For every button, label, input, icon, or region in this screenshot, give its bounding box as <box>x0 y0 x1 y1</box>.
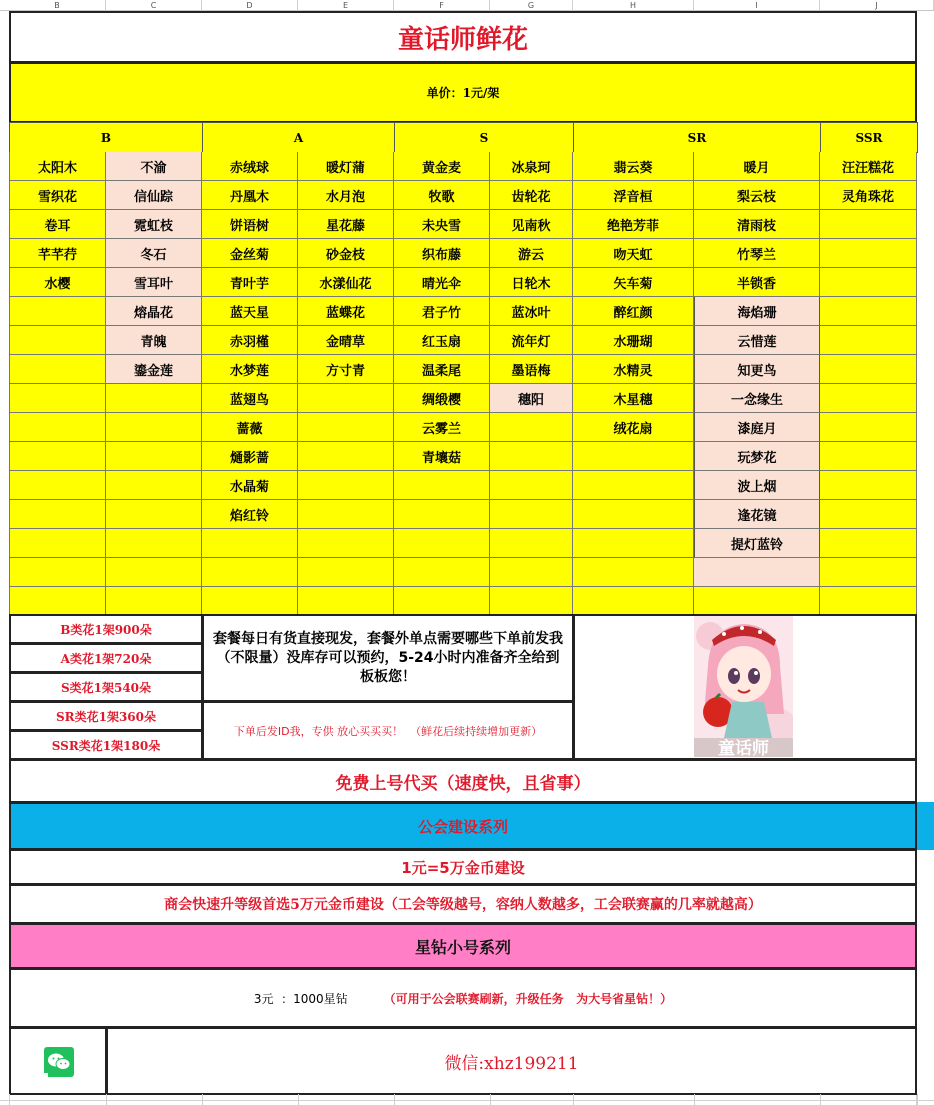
flower-cell <box>298 326 394 355</box>
flower-name: 饼语树 <box>229 218 269 234</box>
notes-main-cell <box>202 614 574 702</box>
notes-sub: 下单后发ID我，专供 放心买买买！ （鲜花后续持续增加更新） <box>233 724 543 738</box>
flower-name: 木星穗 <box>613 392 653 408</box>
flower-cell <box>573 355 694 384</box>
tier-label: B <box>100 130 112 145</box>
flower-name: 提灯蓝铃 <box>730 537 783 553</box>
flower-name: 竹琴兰 <box>736 247 776 263</box>
flower-cell <box>573 210 694 239</box>
flower-name: 浮音桓 <box>613 189 653 205</box>
flower-cell <box>694 268 820 297</box>
flower-name: 墨语梅 <box>511 363 551 379</box>
bundle-text: SR类花1架360朵 <box>55 709 157 724</box>
flower-name: 青叶芋 <box>229 276 269 292</box>
tier-label: SSR <box>855 130 883 145</box>
flower-name: 游云 <box>517 247 544 263</box>
flower-name: 红玉扇 <box>421 334 461 350</box>
empty-cell <box>820 239 917 268</box>
empty-cell <box>573 587 694 616</box>
empty-cell <box>202 587 298 616</box>
notes-sub-cell <box>202 701 574 760</box>
flower-name: 蓝天星 <box>229 305 269 321</box>
empty-cell <box>9 355 106 384</box>
flower-name: 蓝冰叶 <box>511 305 551 321</box>
guild-desc-cell <box>9 884 917 924</box>
flower-cell <box>694 355 820 384</box>
star-header-cell <box>9 923 917 969</box>
empty-cell <box>106 471 202 500</box>
flower-name: 芊芊荇 <box>37 247 77 263</box>
flower-name: 温柔尾 <box>421 363 461 379</box>
flower-cell <box>9 152 106 181</box>
flower-name: 水漾仙花 <box>319 276 372 292</box>
bundle-text: SSR类花1架180朵 <box>51 738 161 753</box>
flower-name: 信仙踪 <box>133 189 173 205</box>
sheet-gridline <box>0 1100 934 1101</box>
star-price-cell <box>9 968 917 1028</box>
flower-cell <box>694 471 820 500</box>
guild-rate-cell <box>9 849 917 885</box>
flower-cell <box>394 210 490 239</box>
flower-name: 漆庭月 <box>737 421 777 437</box>
bundle-text: S类花1架540朵 <box>60 680 152 695</box>
flower-name: 翡云葵 <box>613 160 653 176</box>
empty-cell <box>820 326 917 355</box>
flower-cell <box>298 355 394 384</box>
tier-label: S <box>479 130 489 145</box>
empty-cell <box>298 558 394 587</box>
flower-name: 蓝翅鸟 <box>229 392 269 408</box>
empty-cell <box>820 442 917 471</box>
flower-cell <box>298 181 394 210</box>
empty-cell <box>820 413 917 442</box>
flower-name: 齿轮花 <box>511 189 551 205</box>
flower-cell <box>694 413 820 442</box>
page-title-cell <box>9 11 917 63</box>
empty-cell <box>298 471 394 500</box>
empty-cell <box>106 558 202 587</box>
flower-cell <box>820 152 917 181</box>
empty-cell <box>694 558 820 587</box>
flower-name: 蓝蝶花 <box>325 305 365 321</box>
flower-name: 绸缎樱 <box>421 392 461 408</box>
flower-name: 冬石 <box>140 247 167 263</box>
flower-name: 织布藤 <box>421 247 461 263</box>
flower-name: 青魄 <box>140 334 167 350</box>
empty-cell <box>9 471 106 500</box>
flower-cell <box>298 152 394 181</box>
flower-name: 清雨枝 <box>736 218 776 234</box>
flower-name: 穗阳 <box>517 392 544 408</box>
flower-cell <box>202 152 298 181</box>
flower-cell <box>202 181 298 210</box>
flower-cell <box>202 210 298 239</box>
flower-cell <box>202 326 298 355</box>
empty-cell <box>820 558 917 587</box>
column-letter: E <box>298 0 394 11</box>
flower-cell <box>202 413 298 442</box>
flower-cell <box>106 355 202 384</box>
empty-cell <box>490 587 573 616</box>
flower-name: 水樱 <box>44 276 71 292</box>
tier-header <box>573 122 821 153</box>
flower-cell <box>106 181 202 210</box>
column-letter: B <box>9 0 106 11</box>
flower-cell <box>394 239 490 268</box>
empty-cell <box>202 529 298 558</box>
flower-cell <box>490 181 573 210</box>
flower-cell <box>298 268 394 297</box>
flower-cell <box>394 384 490 413</box>
empty-cell <box>9 297 106 326</box>
flower-name: 金丝菊 <box>229 247 269 263</box>
empty-cell <box>573 471 694 500</box>
flower-name: 君子竹 <box>421 305 461 321</box>
flower-name: 吻天虹 <box>613 247 653 263</box>
empty-cell <box>490 558 573 587</box>
flower-name: 逢花镜 <box>737 508 777 524</box>
wechat-icon-cell <box>9 1027 107 1095</box>
empty-cell <box>298 529 394 558</box>
empty-cell <box>106 587 202 616</box>
flower-cell <box>573 239 694 268</box>
bundle-text: A类花1架720朵 <box>60 651 152 666</box>
bundle-row <box>9 614 203 644</box>
empty-cell <box>394 558 490 587</box>
flower-cell <box>106 297 202 326</box>
free-service-cell <box>9 759 917 803</box>
page-title: 童话师鲜花 <box>397 24 528 55</box>
flower-name: 卷耳 <box>44 218 71 234</box>
flower-cell <box>106 210 202 239</box>
free-service-text: 免费上号代买（速度快，且省事） <box>335 773 591 794</box>
contact-cell <box>106 1027 917 1095</box>
flower-name: 未央雪 <box>421 218 461 234</box>
empty-cell <box>394 500 490 529</box>
flower-cell <box>394 268 490 297</box>
bundle-row <box>9 672 203 702</box>
empty-cell <box>394 529 490 558</box>
tier-header <box>202 122 395 153</box>
flower-name: 冰泉珂 <box>511 160 551 176</box>
flower-cell <box>9 239 106 268</box>
flower-name: 水精灵 <box>613 363 653 379</box>
empty-cell <box>820 297 917 326</box>
flower-name: 暖灯蒲 <box>325 160 365 176</box>
bundle-row <box>9 730 203 760</box>
tier-label: SR <box>687 130 707 145</box>
empty-cell <box>298 587 394 616</box>
flower-cell <box>694 239 820 268</box>
wechat-icon[interactable] <box>44 1047 74 1077</box>
flower-cell <box>490 355 573 384</box>
empty-cell <box>9 326 106 355</box>
flower-cell <box>490 268 573 297</box>
empty-cell <box>820 210 917 239</box>
flower-name: 熔晶花 <box>133 305 173 321</box>
empty-cell <box>106 442 202 471</box>
flower-cell <box>490 384 573 413</box>
empty-cell <box>820 355 917 384</box>
flower-cell <box>394 355 490 384</box>
column-letter: C <box>106 0 202 11</box>
empty-cell <box>490 471 573 500</box>
tier-header <box>9 122 203 153</box>
flower-name: 汪汪糕花 <box>841 160 894 176</box>
column-letter: D <box>202 0 298 11</box>
flower-name: 星花藤 <box>325 218 365 234</box>
empty-cell <box>573 442 694 471</box>
star-note: （可用于公会联赛刷新，升级任务 为大号省星钻！） <box>383 991 673 1006</box>
empty-cell <box>9 558 106 587</box>
empty-cell <box>573 558 694 587</box>
flower-cell <box>106 239 202 268</box>
flower-name: 水月泡 <box>325 189 365 205</box>
bundle-text: B类花1架900朵 <box>60 622 152 637</box>
flower-name: 赤羽槿 <box>229 334 269 350</box>
flower-cell <box>106 152 202 181</box>
flower-name: 不渝 <box>140 160 167 176</box>
column-letter: I <box>694 0 820 11</box>
flower-cell <box>490 152 573 181</box>
flower-cell <box>202 500 298 529</box>
flower-cell <box>394 442 490 471</box>
bundle-row <box>9 643 203 673</box>
flower-cell <box>394 413 490 442</box>
flower-cell <box>394 152 490 181</box>
flower-cell <box>394 181 490 210</box>
flower-name: 水梦莲 <box>229 363 269 379</box>
empty-cell <box>106 413 202 442</box>
flower-cell <box>573 152 694 181</box>
flower-name: 绝艳芳菲 <box>606 218 659 234</box>
flower-cell <box>694 384 820 413</box>
flower-name: 梨云枝 <box>736 189 776 205</box>
avatar-caption: 童话师 <box>718 739 769 757</box>
flower-cell <box>106 326 202 355</box>
star-header: 星钻小号系列 <box>414 937 511 957</box>
avatar <box>694 616 793 757</box>
flower-cell <box>573 413 694 442</box>
flower-name: 日轮木 <box>511 276 551 292</box>
empty-cell <box>573 529 694 558</box>
flower-name: 熥影蔷 <box>229 450 269 466</box>
price-cell <box>9 62 917 123</box>
flower-cell <box>573 181 694 210</box>
flower-name: 雪织花 <box>37 189 77 205</box>
flower-cell <box>9 268 106 297</box>
flower-cell <box>298 297 394 326</box>
flower-name: 醉红颜 <box>613 305 653 321</box>
flower-cell <box>202 297 298 326</box>
flower-cell <box>298 239 394 268</box>
empty-cell <box>820 471 917 500</box>
empty-cell <box>298 413 394 442</box>
flower-name: 云惜莲 <box>737 334 777 350</box>
flower-name: 玩梦花 <box>737 450 777 466</box>
empty-cell <box>820 384 917 413</box>
empty-cell <box>298 442 394 471</box>
flower-cell <box>490 326 573 355</box>
notes-main: 套餐每日有货直接现发，套餐外单点需要哪些下单前发我（不限量）没库存可以预约，5-24小时内准备齐全给到板板您！ <box>213 630 563 685</box>
star-price: 3元 ：1000星钻 <box>253 991 348 1006</box>
flower-name: 雪耳叶 <box>133 276 173 292</box>
wechat-contact[interactable]: 微信:xhz199211 <box>444 1053 579 1074</box>
flower-cell <box>202 442 298 471</box>
empty-cell <box>9 529 106 558</box>
flower-cell <box>202 384 298 413</box>
empty-cell <box>394 587 490 616</box>
flower-cell <box>490 210 573 239</box>
empty-cell <box>106 529 202 558</box>
guild-desc: 商会快速升等级首选5万元金币建设（工会等级越号，容纳人数越多，工会联赛赢的几率就越高） <box>164 897 762 913</box>
flower-name: 太阳木 <box>37 160 77 176</box>
column-letter: H <box>573 0 694 11</box>
flower-name: 半锁香 <box>736 276 776 292</box>
empty-cell <box>490 500 573 529</box>
flower-cell <box>202 239 298 268</box>
flower-cell <box>202 268 298 297</box>
flower-name: 焰红铃 <box>229 508 269 524</box>
flower-name: 水晶菊 <box>229 479 269 495</box>
empty-cell <box>490 413 573 442</box>
empty-cell <box>9 500 106 529</box>
flower-cell <box>9 181 106 210</box>
empty-cell <box>9 442 106 471</box>
flower-cell <box>573 268 694 297</box>
guild-header-overflow <box>917 802 934 850</box>
flower-name: 砂金枝 <box>325 247 365 263</box>
flower-cell <box>694 529 820 558</box>
flower-cell <box>490 297 573 326</box>
empty-cell <box>106 384 202 413</box>
empty-cell <box>106 500 202 529</box>
flower-name: 云雾兰 <box>421 421 461 437</box>
flower-name: 鎏金莲 <box>133 363 173 379</box>
flower-cell <box>694 297 820 326</box>
flower-cell <box>106 268 202 297</box>
flower-cell <box>573 384 694 413</box>
flower-cell <box>694 326 820 355</box>
empty-cell <box>9 384 106 413</box>
flower-name: 金晴草 <box>325 334 365 350</box>
flower-cell <box>202 471 298 500</box>
flower-cell <box>9 210 106 239</box>
flower-name: 波上烟 <box>737 479 777 495</box>
flower-cell <box>820 181 917 210</box>
guild-rate: 1元=5万金币建设 <box>401 858 525 877</box>
flower-cell <box>694 210 820 239</box>
flower-name: 赤绒球 <box>229 160 269 176</box>
unit-price: 单价：1元/架 <box>426 86 500 100</box>
flower-cell <box>298 210 394 239</box>
tier-header <box>820 122 918 153</box>
flower-name: 黄金麦 <box>421 160 461 176</box>
flower-name: 青壤菇 <box>421 450 461 466</box>
flower-cell <box>694 152 820 181</box>
flower-cell <box>394 297 490 326</box>
flower-name: 绒花扇 <box>613 421 653 437</box>
flower-cell <box>694 181 820 210</box>
flower-name: 水珊瑚 <box>613 334 653 350</box>
empty-cell <box>298 500 394 529</box>
column-letter: J <box>820 0 934 11</box>
empty-cell <box>394 471 490 500</box>
flower-name: 一念缘生 <box>730 392 783 408</box>
empty-cell <box>820 268 917 297</box>
flower-cell <box>490 239 573 268</box>
flower-name: 见南秋 <box>511 218 551 234</box>
empty-cell <box>573 500 694 529</box>
empty-cell <box>820 529 917 558</box>
flower-name: 丹凰木 <box>229 189 269 205</box>
flower-cell <box>573 297 694 326</box>
flower-name: 暖月 <box>743 160 770 176</box>
flower-cell <box>394 326 490 355</box>
flower-name: 霓虹枝 <box>133 218 173 234</box>
empty-cell <box>820 500 917 529</box>
empty-cell <box>490 442 573 471</box>
flower-name: 海焰珊 <box>737 305 777 321</box>
empty-cell <box>202 558 298 587</box>
flower-name: 方寸青 <box>325 363 365 379</box>
tier-header <box>394 122 574 153</box>
empty-cell <box>820 587 917 616</box>
column-letter: G <box>490 0 573 11</box>
flower-name: 牧歌 <box>428 189 455 205</box>
flower-name: 知更鸟 <box>737 363 777 379</box>
column-letter: F <box>394 0 490 11</box>
flower-cell <box>694 442 820 471</box>
flower-name: 流年灯 <box>511 334 551 350</box>
empty-cell <box>9 587 106 616</box>
flower-cell <box>202 355 298 384</box>
empty-cell <box>9 413 106 442</box>
flower-cell <box>573 326 694 355</box>
empty-cell <box>694 587 820 616</box>
flower-name: 晴光伞 <box>421 276 461 292</box>
flower-name: 灵角珠花 <box>841 189 894 205</box>
empty-cell <box>298 384 394 413</box>
empty-cell <box>490 529 573 558</box>
flower-cell <box>694 500 820 529</box>
guild-header-cell <box>9 802 917 850</box>
guild-header: 公会建设系列 <box>417 817 508 836</box>
tier-label: A <box>293 130 304 145</box>
flower-name: 矢车菊 <box>613 276 653 292</box>
bundle-row <box>9 701 203 731</box>
flower-name: 蔷薇 <box>236 421 263 437</box>
